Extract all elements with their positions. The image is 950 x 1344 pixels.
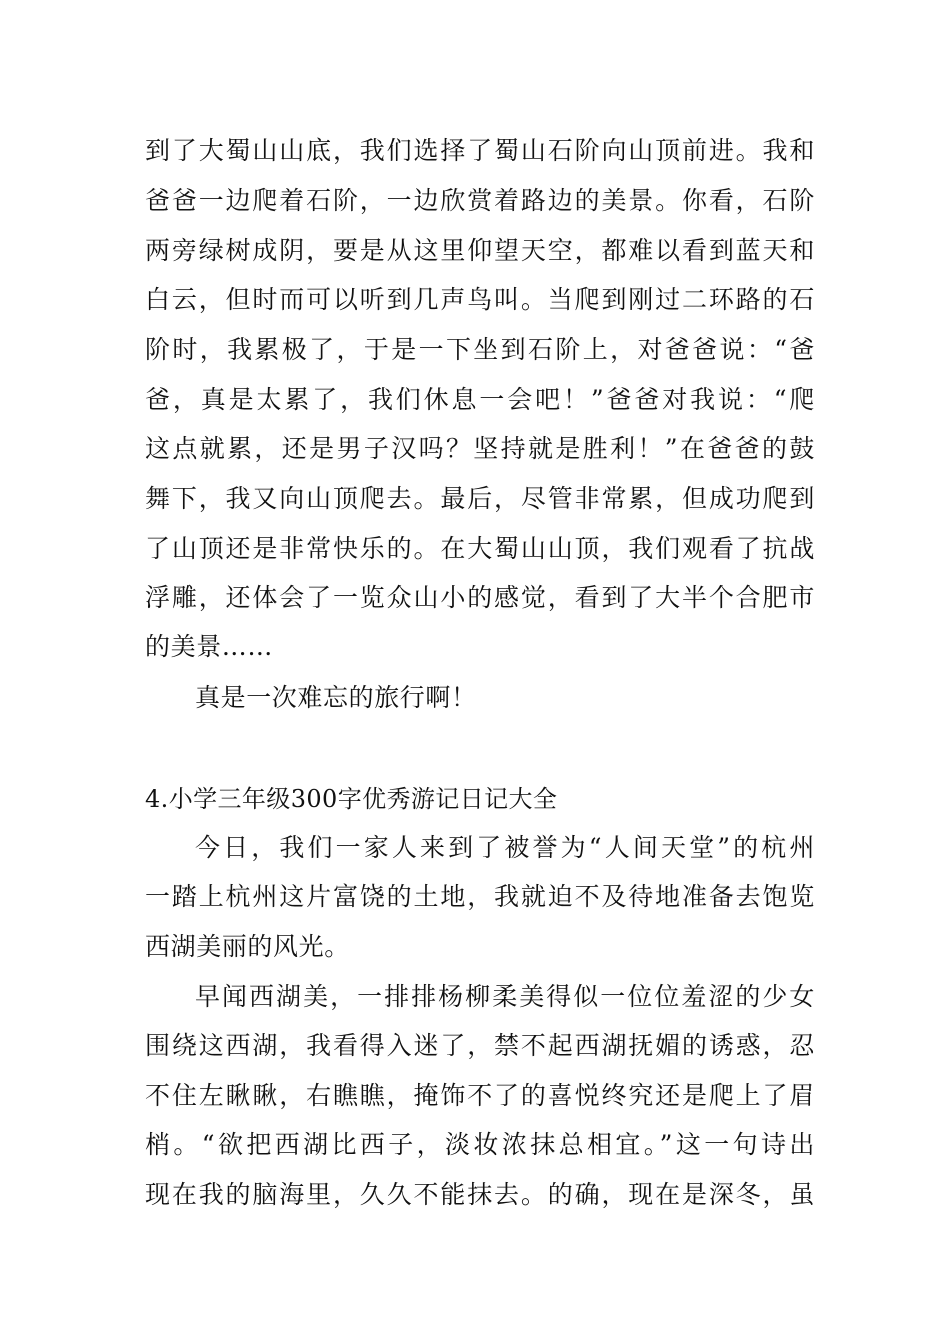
paragraph-line: 这点就累，还是男子汉吗？坚持就是胜利！”在爸爸的鼓 <box>145 434 815 463</box>
paragraph-line: 舞下，我又向山顶爬去。最后，尽管非常累，但成功爬到 <box>145 484 815 513</box>
paragraph-line: 到了大蜀山山底，我们选择了蜀山石阶向山顶前进。我和 <box>145 136 815 165</box>
paragraph-line: 今日，我们一家人来到了被誉为“人间天堂”的杭州 <box>195 833 815 862</box>
paragraph-line: 爸，真是太累了，我们休息一会吧！”爸爸对我说：“爬 <box>145 385 815 414</box>
paragraph-line: 早闻西湖美，一排排杨柳柔美得似一位位羞涩的少女 <box>195 982 815 1011</box>
paragraph-line: 浮雕，还体会了一览众山小的感觉，看到了大半个合肥市 <box>145 583 815 612</box>
section-heading: 4.小学三年级300字优秀游记日记大全 <box>145 785 558 813</box>
paragraph-line: 围绕这西湖，我看得入迷了，禁不起西湖抚媚的诱惑，忍 <box>145 1031 815 1060</box>
paragraph-line: 一踏上杭州这片富饶的土地，我就迫不及待地准备去饱览 <box>145 882 815 911</box>
paragraph-line: 不住左瞅瞅，右瞧瞧，掩饰不了的喜悦终究还是爬上了眉 <box>145 1081 815 1110</box>
paragraph-line: 了山顶还是非常快乐的。在大蜀山山顶，我们观看了抗战 <box>145 534 815 563</box>
paragraph-line: 爸爸一边爬着石阶，一边欣赏着路边的美景。你看，石阶 <box>145 186 815 215</box>
paragraph-line: 两旁绿树成阴，要是从这里仰望天空，都难以看到蓝天和 <box>145 236 815 265</box>
paragraph-line: 白云，但时而可以听到几声鸟叫。当爬到刚过二环路的石 <box>145 285 815 314</box>
paragraph-line: 阶时，我累极了，于是一下坐到石阶上，对爸爸说：“爸 <box>145 335 815 364</box>
paragraph-line: 现在我的脑海里，久久不能抹去。的确，现在是深冬，虽 <box>145 1180 815 1209</box>
paragraph-line: 西湖美丽的风光。 <box>145 932 350 961</box>
paragraph-line: 梢。“欲把西湖比西子，淡妆浓抹总相宜。”这一句诗出 <box>145 1130 815 1159</box>
paragraph-line: 真是一次难忘的旅行啊！ <box>195 683 477 712</box>
paragraph-line: 的美景…… <box>145 632 274 661</box>
